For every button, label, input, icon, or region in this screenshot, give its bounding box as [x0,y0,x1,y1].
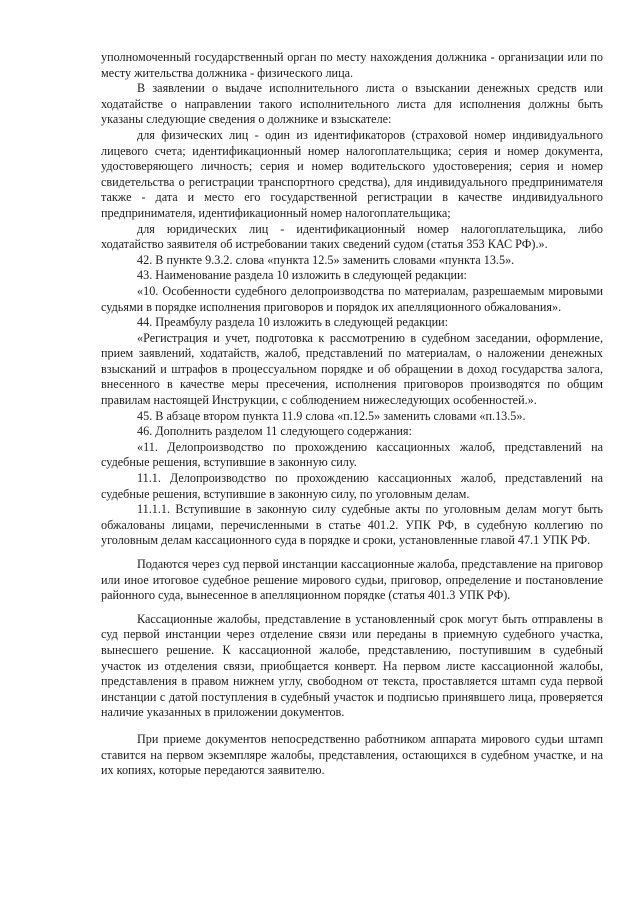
paragraph-15: Подаются через суд первой инстанции кассационные жалоба, представление на приговор или иное итоговое судебное решение мирового судьи, приговор, определение и постановление районного суда, вынесенное в апелляционном порядке (статья 401.3 УПК РФ). [101,557,603,603]
paragraph-12: «11. Делопроизводство по прохождению кассационных жалоб, представлений на судебные решения, вступившие в законную силу. [101,439,603,470]
paragraph-10: 45. В абзаце втором пункта 11.9 слова «п.12.5» заменить словами «п.13.5». [137,408,526,423]
paragraph-11: 46. Дополнить разделом 11 следующего содержания: [137,424,412,439]
paragraph-6: 43. Наименование раздела 10 изложить в следующей редакции: [137,268,467,283]
paragraph-17: При приеме документов непосредственно работником аппарата мирового судьи штамп ставится на первом экземпляре жалобы, представления, остающихся в судебном участке, и на их копиях, которые передаются заявителю. [101,731,603,778]
paragraph-9: «Регистрация и учет, подготовка к рассмотрению в судебном заседании, оформление, прием заявлений, ходатайств, жалоб, представлений по материалам, о наложении денежных взысканий и штрафов в процессуальном порядке и об обращении в доход государства залога, внесенного в качестве меры пресечения, исполнения приговоров производятся по общим правилам настоящей Инструкции, с соблюдением нижеследующих особенностей.». [101,330,603,408]
paragraph-1: уполномоченный государственный орган по месту нахождения должника - организации или по месту жительства должника - физического лица. [101,50,603,80]
paragraph-5: 42. В пункте 9.3.2. слова «пункта 12.5» заменить словами «пункта 13.5». [137,252,515,267]
paragraph-4: для юридических лиц - идентификационный номер налогоплательщика, либо ходатайство заявителя об истребовании таких сведений судом (статья 353 КАС РФ).». [101,221,603,252]
paragraph-3: для физических лиц - один из идентификаторов (страховой номер индивидуального лицевого счета; идентификационный номер налогоплательщика; серия и номер документа, удостоверяющего личность; серия и номер водительского удостоверения; серия и номер свидетельства о регистрации транспортного средства), для индивидуального предпринимателя также - дата и место его государственной регистрации в качестве индивидуального предпринимателя, идентификационный номер налогоплательщика; [101,127,603,220]
paragraph-2: В заявлении о выдаче исполнительного листа о взыскании денежных средств или ходатайстве о направлении такого исполнительного листа для исполнения должны быть указаны следующие сведения о должнике и взыскателе: [101,81,603,127]
paragraph-13: 11.1. Делопроизводство по прохождению кассационных жалоб, представлений на судебные решения, вступившие в законную силу, по уголовным делам. [101,471,603,501]
paragraph-16: Кассационные жалобы, представление в установленный срок могут быть отправлены в суд первой инстанции через отделение связи или переданы в приемную судебного участка, вынесшего решение. К кассационной жалобе, представлению, поступившим в судебный участок из отделения связи, приобщается конверт. На первом листе кассационной жалобы, представления в правом нижнем углу, свободном от текста, проставляется штамп суда первой инстанции с датой поступления в судебный участок и подписью принявшего лица, проверяется наличие указанных в приложении документов. [101,611,603,720]
paragraph-14: 11.1.1. Вступившие в законную силу судебные акты по уголовным делам могут быть обжалованы лицами, перечисленными в статье 401.2. УПК РФ, в судебную коллегию по уголовным делам кассационного суда в порядке и сроки, установленные главой 47.1 УПК РФ. [101,502,603,548]
document-page [101,50,603,779]
paragraph-7: «10. Особенности судебного делопроизводства по материалам, разрешаемым мировыми судьями в порядке исполнения приговоров и порядок их апелляционного обжалования». [101,283,603,314]
paragraph-8: 44. Преамбулу раздела 10 изложить в следующей редакции: [137,315,449,330]
